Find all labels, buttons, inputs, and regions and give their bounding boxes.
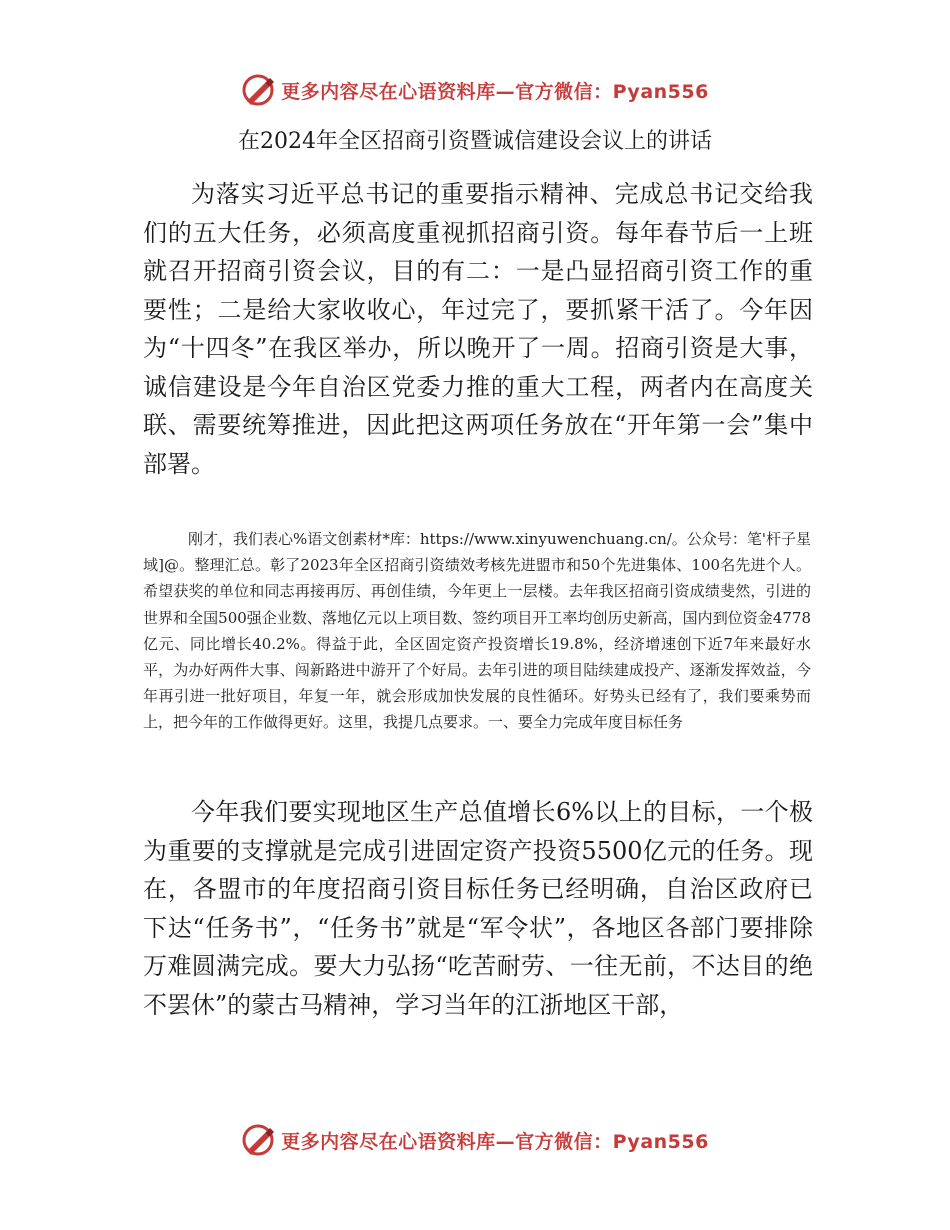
paragraph-intro: 为落实习近平总书记的重要指示精神、完成总书记交给我们的五大任务，必须高度重视抓招商引资。每年春节后一上班就召开招商引资会议，目的有二：一是凸显招商引资工作的重要性；二是给大家收收心，年过完了，要抓紧干活了。今年因为“十四冬”在我区举办，所以晚开了一周。招商引资是大事，诚信建设是今年自治区党委力推的重大工程，两者内在高度关联、需要统筹推进，因此把这两项任务放在“开年第一会”集中部署。 [143, 180, 813, 478]
paragraph-summary: 刚才，我们表心%语文创素材*库：https://www.xinyuwenchuang.cn/。公众号：笔'杆子星域]@。整理汇总。彰了2023年全区招商引资绩效考核先进盟市和50个先进集体、100名先进个人。希望获奖的单位和同志再接再厉、再创佳绩，今年更上一层楼。去年我区招商引资成绩斐然，引进的世界和全国500强企业数、落地亿元以上项目数、签约项目开工率均创历史新高，国内到位资金4778亿元、同比增长40.2%。得益于此，全区固定资产投资增长19.8%，经济增速创下近7年来最好水平，为办好两件大事、闯新路进中游开了个好局。去年引进的项目陆续建成投产、逐渐发挥效益，今年再引进一批好项目，年复一年，就会形成加快发展的良性循环。好势头已经有了，我们要乘势而上，把今年的工作做得更好。这里，我提几点要求。一、要全力完成年度目标任务 [143, 530, 811, 732]
footer-banner [0, 1120, 950, 1160]
paragraph-targets: 今年我们要实现地区生产总值增长6%以上的目标，一个极为重要的支撑就是完成引进固定资产投资5500亿元的任务。现在，各盟市的年度招商引资目标任务已经明确，自治区政府已下达“任务书”，“任务书”就是“军令状”，各地区各部门要排除万难圆满完成。要大力弘扬“吃苦耐劳、一往无前，不达目的绝不罢休”的蒙古马精神，学习当年的江浙地区干部， [143, 798, 813, 1019]
footer-banner-text: 更多内容尽在心语资料库—官方微信：Pyan556 [281, 1130, 709, 1153]
document-title: 在2024年全区招商引资暨诚信建设会议上的讲话 [238, 129, 712, 154]
pen-logo-icon [241, 1123, 275, 1157]
pen-logo-icon [241, 73, 275, 107]
header-banner [0, 70, 950, 110]
header-banner-text: 更多内容尽在心语资料库—官方微信：Pyan556 [281, 80, 709, 103]
